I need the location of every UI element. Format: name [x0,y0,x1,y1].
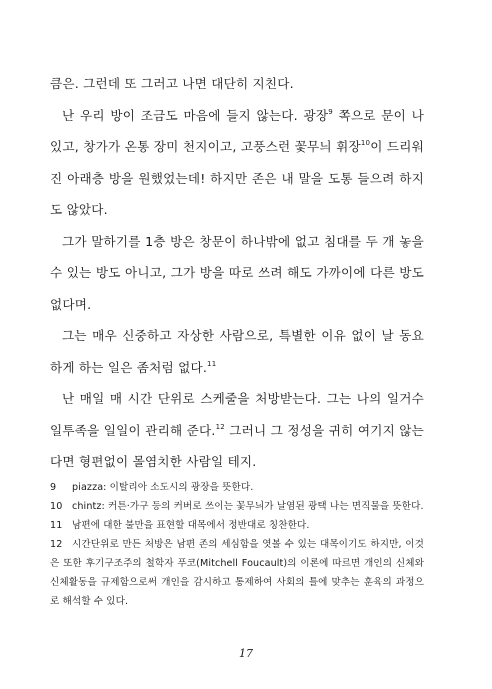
footnote-number: 10 [50,500,63,512]
footnote-number: 12 [50,538,63,550]
paragraph-1 [50,68,424,100]
footnote-text: 남편에 대한 불만을 표현할 대목에서 정반대로 칭찬한다. [72,519,310,531]
paragraph-2-text-b: 쪽으로 문이 나 있고, 창가가 온통 장미 천지이고, 고풍스런 꽃무늬 휘장 [50,107,424,154]
paragraph-1-text: 큼은. 그런데 또 그러고 나면 대단히 지친다. [50,76,294,91]
footnote-11 [50,516,424,535]
footnote-number: 11 [50,519,63,531]
paragraph-5-text-b: 그러니 그 정성을 귀히 여기지 않는다면 형편없이 몰염치한 사람일 테지. [50,422,425,469]
footnote-9 [50,478,424,497]
footnote-10 [50,497,424,516]
footnote-ref-9[interactable]: 9 [328,107,333,116]
footnote-text: piazza: 이탈리아 소도시의 광장을 뜻한다. [72,481,254,493]
paragraph-4 [50,320,424,383]
paragraph-4-text: 그는 매우 신중하고 자상한 사람으로, 특별한 이유 없이 날 동요하게 하는 일은 좀처럼 없다. [50,328,424,375]
paragraph-5-text-a: 난 매일 매 시간 단위로 스케줄을 처방받는다. 그는 나의 일거수일투족을 일일이 관리해 준다. [50,391,424,438]
page-number: 17 [239,647,253,660]
footnote-12 [50,535,424,611]
paragraph-3-text: 그가 말하기를 1층 방은 창문이 하나밖에 없고 침대를 두 개 놓을 수 있는 방도 아니고, 그가 방을 따로 쓰려 해도 가까이에 다른 방도 없다며. [50,233,424,312]
footnote-text: 시간단위로 만든 처방은 남편 존의 세심함을 엿볼 수 있는 대목이기도 하지만, 이것은 또한 후기구조주의 철학자 푸코(Mitchell Foucault)의 이론에 따르면 개인의 신체와 신체활동을 규제함으로써 개인을 감시하고 통제하여 사회의 틀에 맞추는 훈육의 과정으로 해석할 수 있다. [50,538,424,607]
paragraph-2-text-c: 이 드리워진 아래층 방을 원했었는데! 하지만 존은 내 말을 도통 들으려 하지도 않았다. [50,139,424,217]
footnotes [50,478,424,611]
paragraph-5 [50,383,424,478]
footnote-ref-12[interactable]: 12 [215,422,225,431]
page-body [50,68,424,611]
footnote-text: chintz: 커튼·가구 등의 커버로 쓰이는 꽃무늬가 날염된 광택 나는 면직물을 뜻한다. [72,500,424,512]
paragraph-3 [50,226,424,321]
paragraph-2-text-a: 난 우리 방이 조금도 마음에 들지 않는다. 광장 [62,107,329,123]
footnote-ref-11[interactable]: 11 [207,359,217,368]
footnote-number: 9 [50,481,57,493]
paragraph-2 [50,100,424,226]
footnote-ref-10[interactable]: 10 [360,139,371,147]
